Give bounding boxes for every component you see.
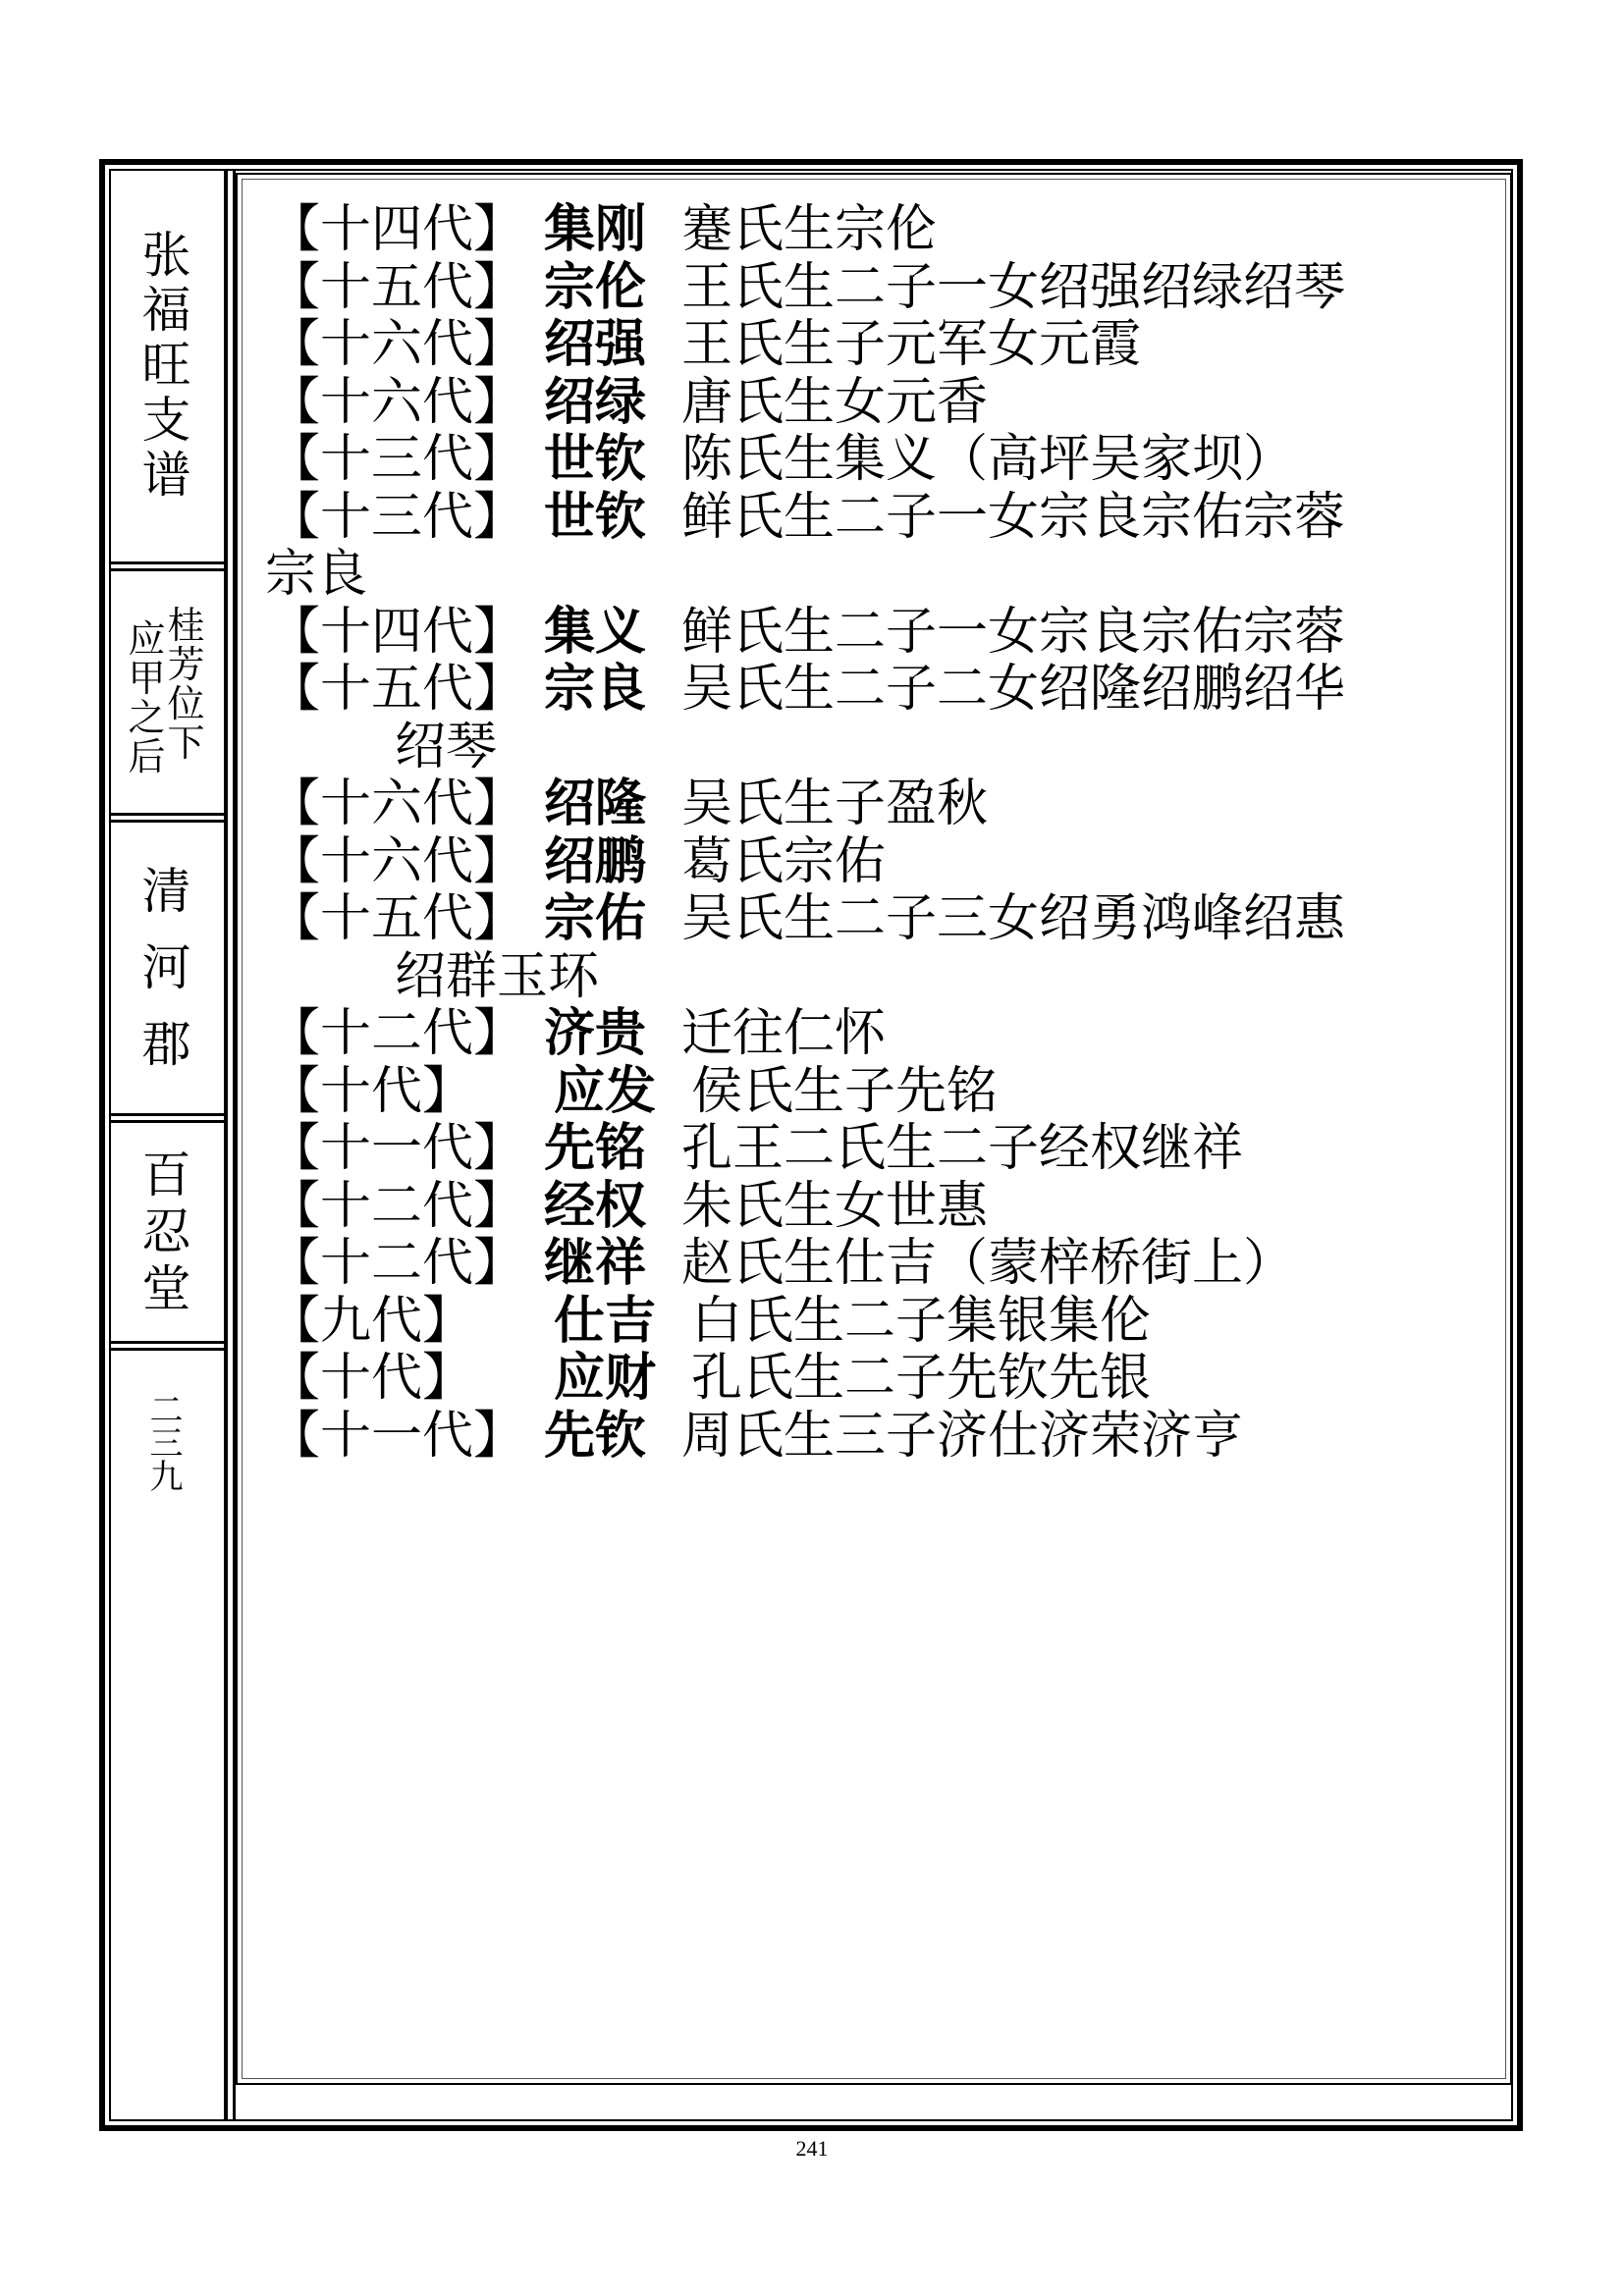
spine-char: 百 bbox=[141, 1147, 191, 1203]
entry-line bbox=[269, 316, 1496, 374]
spine-char: 张 bbox=[141, 227, 191, 284]
person-name: 济贵 bbox=[544, 1004, 647, 1063]
spine-separator bbox=[109, 1341, 224, 1351]
generation-label: 【十六代】 bbox=[269, 315, 525, 374]
spine-page-number bbox=[149, 1391, 184, 1497]
person-name: 宗伦 bbox=[544, 257, 647, 317]
generation-label: 【十二代】 bbox=[269, 1004, 525, 1063]
entry-continuation: 宗良 bbox=[265, 545, 368, 604]
entry-line bbox=[269, 890, 1496, 948]
entry-description: 葛氏宗佑 bbox=[681, 831, 887, 891]
spine-hall bbox=[142, 1147, 191, 1317]
spine-char: 谱 bbox=[141, 447, 191, 504]
person-name: 绍强 bbox=[544, 315, 647, 374]
person-name: 集刚 bbox=[544, 200, 647, 259]
spine-char: 甲 bbox=[128, 657, 166, 701]
spine-subtitle bbox=[128, 604, 205, 778]
entry-line bbox=[269, 1178, 1496, 1236]
spine-subtitle-column bbox=[128, 617, 166, 778]
entry-line bbox=[269, 1293, 1496, 1351]
entry-line bbox=[269, 431, 1496, 489]
entry-description: 吴氏生子盈秋 bbox=[681, 774, 989, 833]
entry-description: 鲜氏生二子一女宗良宗佑宗蓉 bbox=[681, 487, 1346, 547]
generation-label: 【十六代】 bbox=[269, 372, 525, 432]
spine-char: 忍 bbox=[141, 1203, 191, 1260]
spine-title-cell bbox=[109, 169, 224, 561]
entry-line bbox=[269, 374, 1496, 432]
person-name: 绍隆 bbox=[544, 774, 647, 833]
person-name: 世钦 bbox=[544, 430, 647, 489]
person-name: 宗佑 bbox=[544, 889, 647, 948]
spine-char: 位 bbox=[167, 682, 205, 725]
spine-separator bbox=[109, 1113, 224, 1123]
spine-char: 二 bbox=[149, 1391, 184, 1430]
generation-label: 【十代】 bbox=[269, 1061, 474, 1121]
entry-continuation: 绍琴 bbox=[395, 717, 498, 776]
entry-line bbox=[269, 1235, 1496, 1293]
spine-char: 支 bbox=[141, 392, 191, 449]
entry-description: 王氏生二子一女绍强绍绿绍琴 bbox=[681, 257, 1346, 317]
entry-line bbox=[269, 1063, 1496, 1121]
entry-line bbox=[269, 833, 1496, 891]
entry-description: 吴氏生二子二女绍隆绍鹏绍华 bbox=[681, 660, 1346, 719]
person-name: 经权 bbox=[544, 1176, 647, 1236]
entry-description: 白氏生二子集银集伦 bbox=[691, 1291, 1152, 1351]
spine-char: 九 bbox=[149, 1458, 184, 1497]
person-name: 先铭 bbox=[544, 1119, 647, 1178]
generation-label: 【十三代】 bbox=[269, 487, 525, 547]
person-name: 应财 bbox=[554, 1349, 657, 1408]
entry-description: 孔氏生二子先钦先银 bbox=[691, 1349, 1152, 1408]
generation-label: 【十五代】 bbox=[269, 660, 525, 719]
person-name: 宗良 bbox=[544, 660, 647, 719]
generation-label: 【十二代】 bbox=[269, 1234, 525, 1293]
spine-char: 应 bbox=[128, 617, 166, 662]
person-name: 绍鹏 bbox=[544, 831, 647, 891]
entry-description: 周氏生三子济仕济荣济亨 bbox=[681, 1406, 1244, 1466]
spine-column bbox=[109, 169, 224, 2121]
generation-label: 【十五代】 bbox=[269, 889, 525, 948]
entry-description: 蹇氏生宗伦 bbox=[681, 200, 938, 259]
entry-line bbox=[269, 1408, 1496, 1466]
generation-label: 【十六代】 bbox=[269, 831, 525, 891]
entry-description: 迁往仁怀 bbox=[681, 1004, 887, 1063]
entry-description: 赵氏生仕吉（蒙梓桥街上） bbox=[681, 1234, 1295, 1293]
spine-char: 堂 bbox=[141, 1260, 191, 1317]
spine-char: 芳 bbox=[167, 643, 205, 687]
generation-label: 【十四代】 bbox=[269, 602, 525, 662]
person-name: 应发 bbox=[554, 1061, 657, 1121]
spine-char: 清 bbox=[141, 863, 191, 920]
spine-subtitle-cell bbox=[109, 571, 224, 813]
spine-subtitle-column bbox=[167, 604, 205, 777]
entry-description: 孔王二氏生二子经权继祥 bbox=[681, 1119, 1244, 1178]
entry-description: 侯氏生子先铭 bbox=[691, 1061, 999, 1121]
entry-description: 吴氏生二子三女绍勇鸿峰绍惠 bbox=[681, 889, 1346, 948]
entry-line bbox=[269, 604, 1496, 662]
generation-label: 【十一代】 bbox=[269, 1119, 525, 1178]
genealogy-entries bbox=[265, 200, 1496, 1466]
generation-label: 【十五代】 bbox=[269, 257, 525, 317]
person-name: 仕吉 bbox=[554, 1291, 657, 1351]
spine-region bbox=[142, 853, 191, 1083]
generation-label: 【十六代】 bbox=[269, 774, 525, 833]
entry-line bbox=[269, 661, 1496, 719]
entry-line bbox=[269, 1350, 1496, 1408]
spine-char: 福 bbox=[141, 282, 191, 339]
person-name: 继祥 bbox=[544, 1234, 647, 1293]
person-name: 世钦 bbox=[544, 487, 647, 547]
spine-region-cell bbox=[109, 823, 224, 1113]
entry-continuation: 绍群玉环 bbox=[395, 946, 600, 1006]
spine-page-cell bbox=[109, 1351, 224, 1537]
generation-label: 【十三代】 bbox=[269, 430, 525, 489]
spine-hall-cell bbox=[109, 1123, 224, 1341]
generation-label: 【十四代】 bbox=[269, 200, 525, 259]
page-number: 241 bbox=[795, 2136, 829, 2161]
entry-line bbox=[269, 489, 1496, 547]
entry-line bbox=[269, 1120, 1496, 1178]
generation-label: 【九代】 bbox=[269, 1291, 474, 1351]
entry-line bbox=[269, 259, 1496, 317]
spine-char: 桂 bbox=[167, 604, 205, 648]
entry-description: 唐氏生女元香 bbox=[681, 372, 989, 432]
entry-description: 朱氏生女世惠 bbox=[681, 1176, 989, 1236]
entry-line bbox=[269, 201, 1496, 259]
person-name: 绍绿 bbox=[544, 372, 647, 432]
spine-divider bbox=[224, 169, 236, 2121]
generation-label: 【十二代】 bbox=[269, 1176, 525, 1236]
entry-line bbox=[269, 775, 1496, 833]
spine-char: 三 bbox=[149, 1424, 184, 1464]
spine-char: 郡 bbox=[141, 1016, 191, 1073]
spine-char: 后 bbox=[128, 734, 166, 778]
spine-title bbox=[142, 228, 191, 503]
entry-description: 鲜氏生二子一女宗良宗佑宗蓉 bbox=[681, 602, 1346, 662]
entry-description: 王氏生子元军女元霞 bbox=[681, 315, 1142, 374]
person-name: 集义 bbox=[544, 602, 647, 662]
generation-label: 【十代】 bbox=[269, 1349, 474, 1408]
spine-separator bbox=[109, 561, 224, 571]
spine-separator bbox=[109, 813, 224, 823]
spine-char: 之 bbox=[128, 696, 166, 739]
person-name: 先钦 bbox=[544, 1406, 647, 1466]
spine-char: 河 bbox=[141, 939, 191, 996]
entry-line bbox=[269, 1005, 1496, 1063]
entry-description: 陈氏生集义（高坪吴家坝） bbox=[681, 430, 1295, 489]
spine-char: 旺 bbox=[141, 337, 191, 394]
generation-label: 【十一代】 bbox=[269, 1406, 525, 1466]
spine-char: 下 bbox=[167, 721, 205, 765]
